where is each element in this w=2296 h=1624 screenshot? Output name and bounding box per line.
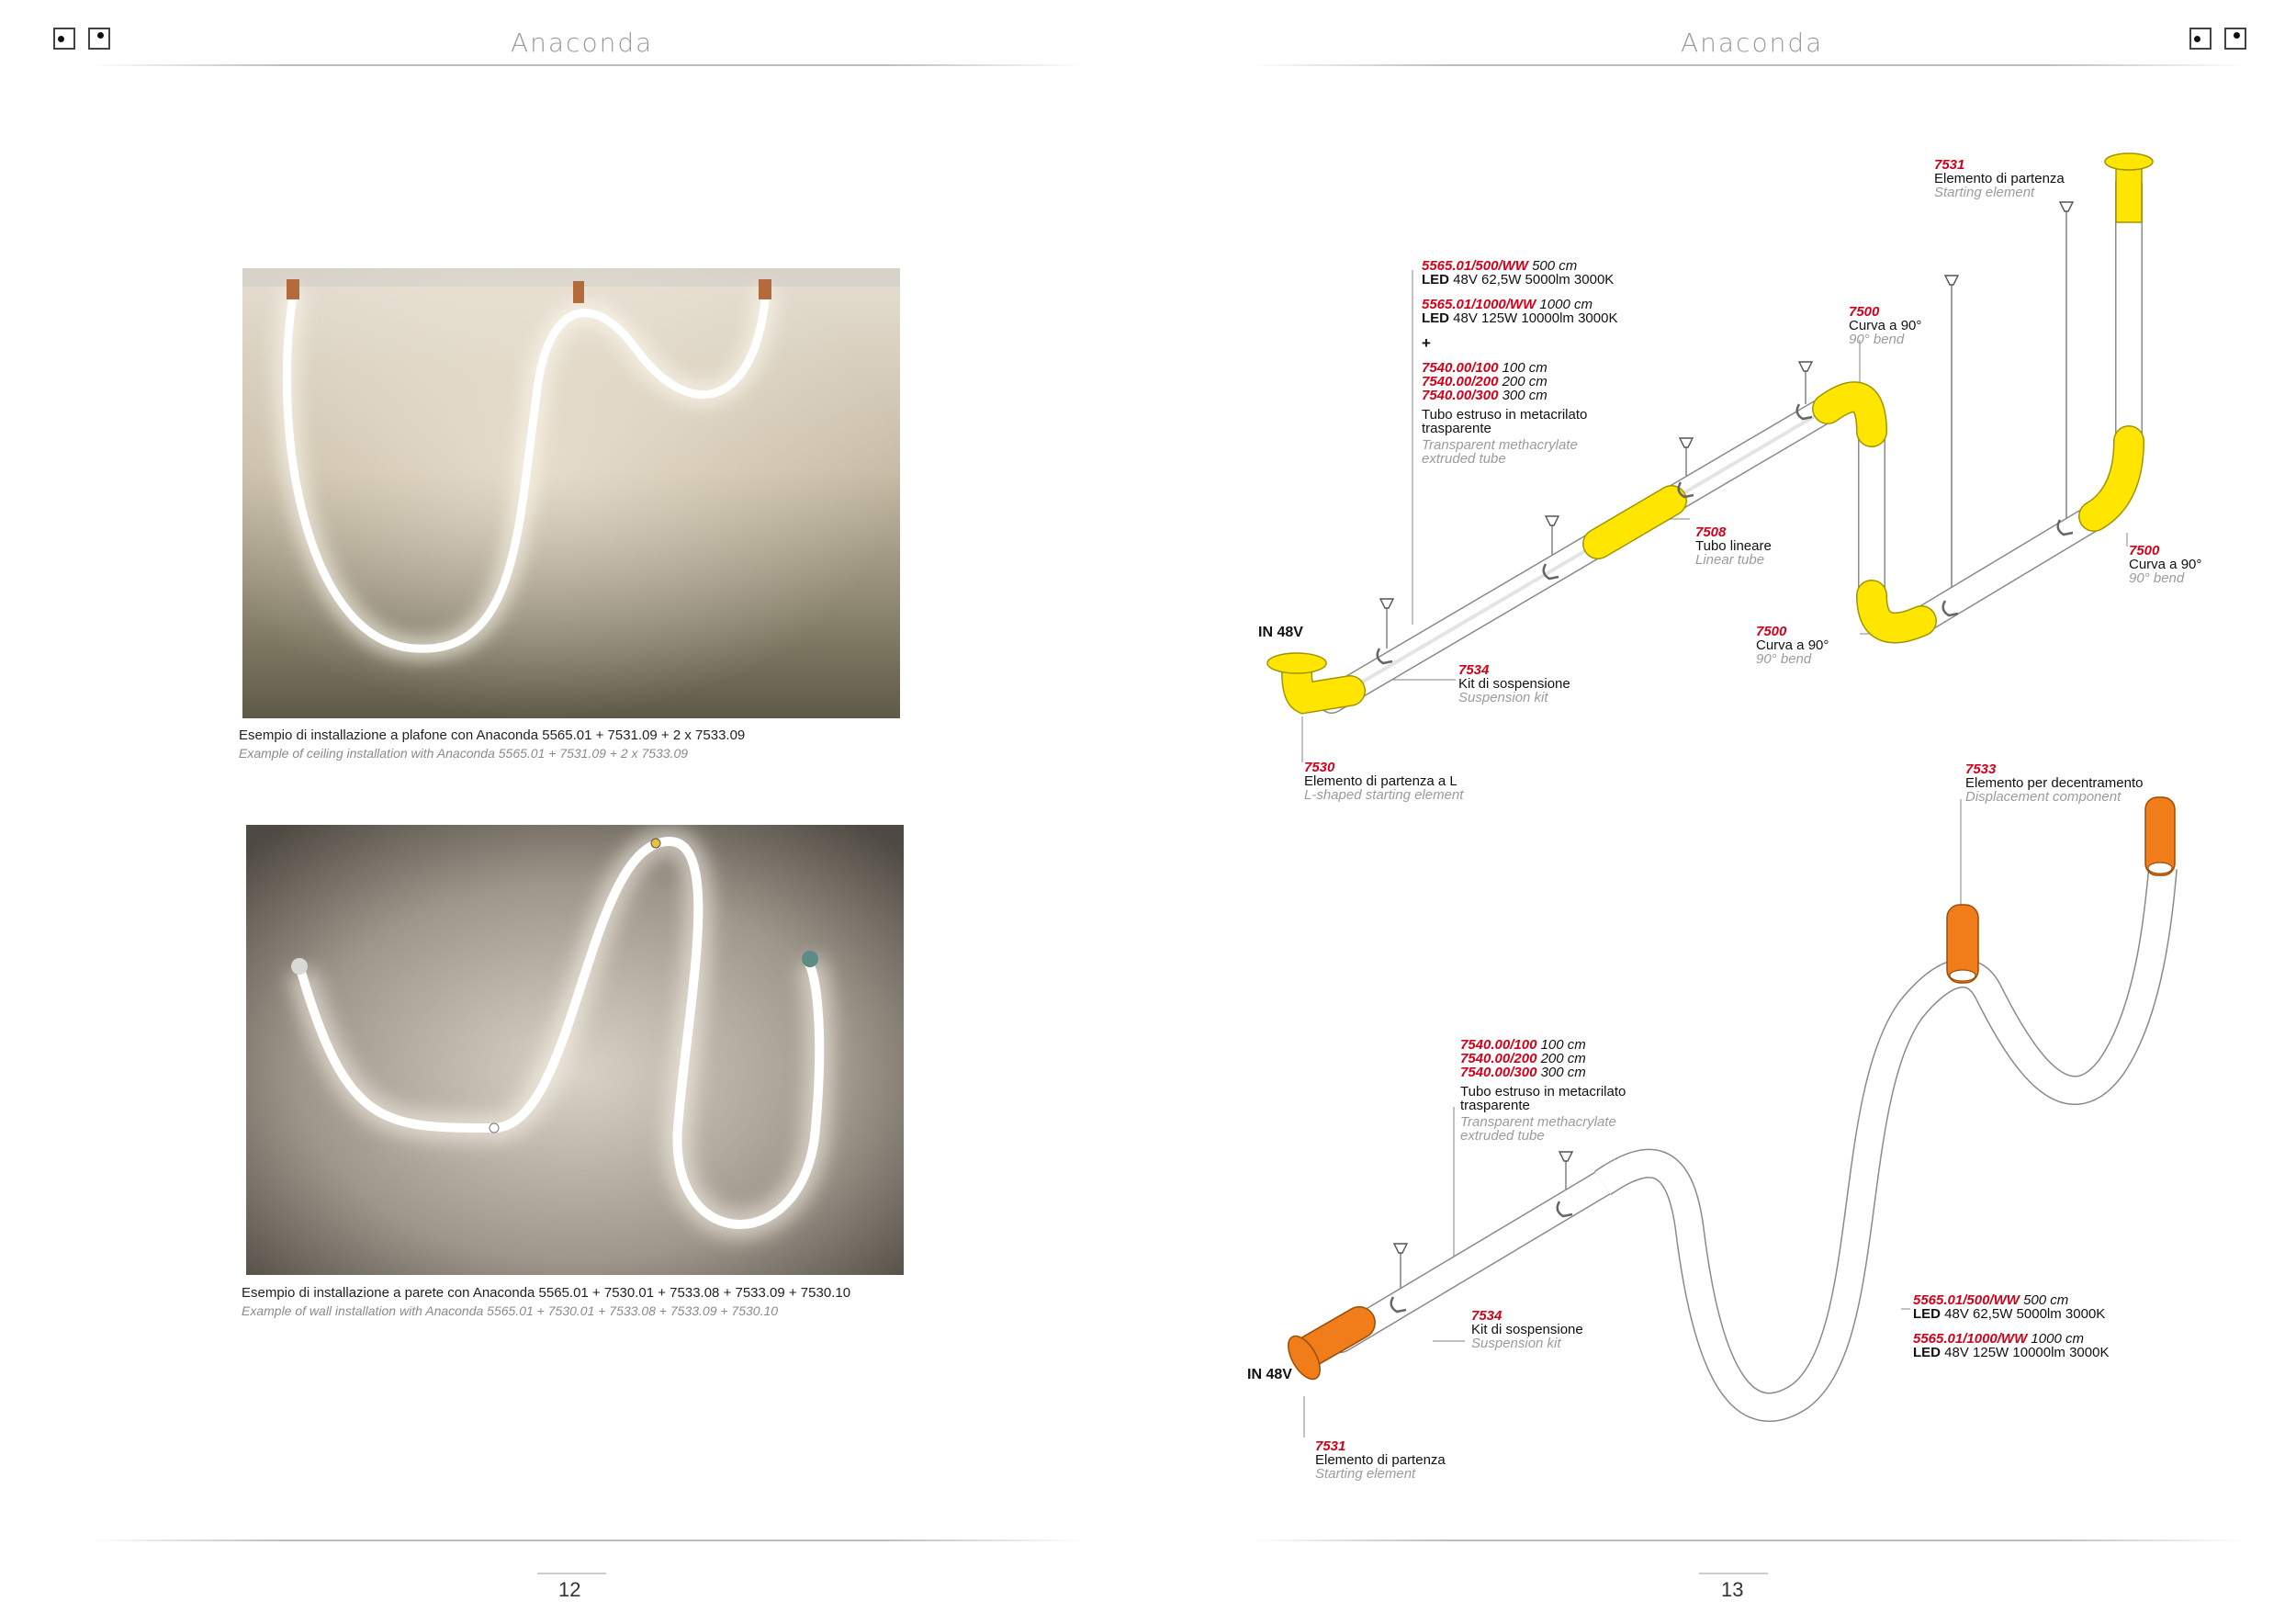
- label-7500-bottom-code: 7500: [1756, 624, 1787, 639]
- bottom-led-len2: 1000 cm: [2031, 1331, 2084, 1347]
- bottom-led-spec2: 48V 125W 10000lm 3000K: [1944, 1345, 2110, 1360]
- photo1-caption: Esempio di installazione a plafone con Anaconda 5565.01 + 7531.09 + 2 x 7533.09: [239, 727, 746, 743]
- label-7531-top: [1934, 158, 2065, 199]
- top-led-spec1: 48V 62,5W 5000lm 3000K: [1453, 272, 1615, 288]
- bottom-in48-label: IN 48V: [1247, 1367, 1292, 1382]
- label-7534-top-it: Kit di sospensione: [1458, 676, 1570, 692]
- top-tube-len1: 100 cm: [1502, 360, 1548, 376]
- page-number-right: 13: [1721, 1578, 1744, 1601]
- label-7500-bottom: [1756, 625, 1829, 666]
- label-7531-bottom-it: Elemento di partenza: [1315, 1452, 1446, 1468]
- label-7533-en: Displacement component: [1965, 789, 2122, 805]
- label-7500-right-en: 90° bend: [2129, 570, 2185, 586]
- bottom-led-block: [1913, 1293, 2189, 1359]
- label-7500-bottom-en: 90° bend: [1756, 651, 1812, 667]
- bottom-led-code1: 5565.01/500/WW: [1913, 1292, 2020, 1308]
- label-7500-top: [1849, 305, 1921, 346]
- label-7530: [1304, 761, 1463, 802]
- bottom-tube-code3: 7540.00/300: [1460, 1065, 1537, 1080]
- bottom-led-spec1: 48V 62,5W 5000lm 3000K: [1944, 1306, 2106, 1322]
- label-7530-code: 7530: [1304, 760, 1335, 775]
- bottom-tube-len2: 200 cm: [1540, 1051, 1586, 1066]
- top-tube-len2: 200 cm: [1502, 374, 1548, 389]
- photo2-caption-en: Example of wall installation with Anaconda 5565.01 + 7530.01 + 7533.08 + 7533.09 + 7530.10: [242, 1303, 779, 1318]
- header-title-right: Anaconda: [1681, 28, 1824, 58]
- top-led-code1: 5565.01/500/WW: [1422, 258, 1528, 274]
- bottom-led-word1: LED: [1913, 1306, 1941, 1322]
- footer-rule-right: [1249, 1539, 2245, 1541]
- top-tube-en1: Transparent methacrylate: [1422, 437, 1578, 453]
- bottom-tube-it2: trasparente: [1460, 1098, 1530, 1113]
- bottom-tube-it1: Tubo estruso in metacrilato: [1460, 1084, 1626, 1100]
- page-number-left: 12: [558, 1578, 581, 1601]
- bottom-tube-len3: 300 cm: [1540, 1065, 1586, 1080]
- label-7531-bottom: [1315, 1439, 1446, 1481]
- top-in48-label: IN 48V: [1258, 625, 1303, 640]
- label-7500-top-it: Curva a 90°: [1849, 318, 1922, 333]
- label-7508: [1695, 525, 1772, 567]
- bottom-tube-code1: 7540.00/100: [1460, 1037, 1537, 1053]
- label-7531-bottom-code: 7531: [1315, 1438, 1346, 1454]
- label-7500-top-code: 7500: [1849, 304, 1880, 320]
- bottom-led-len1: 500 cm: [2023, 1292, 2069, 1308]
- top-led-word1: LED: [1422, 272, 1449, 288]
- label-7534-top: [1458, 663, 1570, 705]
- top-led-len2: 1000 cm: [1539, 297, 1593, 312]
- label-7531-bottom-en: Starting element: [1315, 1466, 1416, 1482]
- top-plus: +: [1422, 334, 1431, 352]
- label-7530-en: L-shaped starting element: [1304, 787, 1464, 803]
- top-tube-it1: Tubo estruso in metacrilato: [1422, 407, 1588, 423]
- label-7531-top-it: Elemento di partenza: [1934, 171, 2065, 186]
- label-7534-top-en: Suspension kit: [1458, 690, 1548, 705]
- bottom-tube-len1: 100 cm: [1540, 1037, 1586, 1053]
- label-7500-right-code: 7500: [2129, 543, 2160, 558]
- label-7500-right: [2129, 544, 2201, 585]
- bottom-tube-en1: Transparent methacrylate: [1460, 1114, 1616, 1130]
- label-7508-code: 7508: [1695, 524, 1727, 540]
- bottom-led-code2: 5565.01/1000/WW: [1913, 1331, 2028, 1347]
- photo1-caption-en: Example of ceiling installation with Anaconda 5565.01 + 7531.09 + 2 x 7533.09: [239, 746, 689, 761]
- top-tube-code1: 7540.00/100: [1422, 360, 1499, 376]
- pageno-bar-right: [1699, 1573, 1768, 1574]
- label-7530-it: Elemento di partenza a L: [1304, 773, 1458, 789]
- top-tube-en2: extruded tube: [1422, 451, 1506, 467]
- label-7531-top-en: Starting element: [1934, 185, 2035, 200]
- bottom-tube-en2: extruded tube: [1460, 1128, 1545, 1144]
- label-7531-top-code: 7531: [1934, 157, 1965, 173]
- top-led-code2: 5565.01/1000/WW: [1422, 297, 1536, 312]
- top-tube-len3: 300 cm: [1502, 388, 1548, 403]
- bottom-tube-code2: 7540.00/200: [1460, 1051, 1537, 1066]
- top-led-len1: 500 cm: [1532, 258, 1578, 274]
- label-7508-en: Linear tube: [1695, 552, 1765, 568]
- photo2-caption: Esempio di installazione a parete con Anaconda 5565.01 + 7530.01 + 7533.08 + 7533.09 + 7530.10: [242, 1285, 851, 1301]
- label-7534-bottom-en: Suspension kit: [1471, 1336, 1561, 1351]
- top-led-spec2: 48V 125W 10000lm 3000K: [1453, 310, 1618, 326]
- bottom-tube-block: [1460, 1038, 1699, 1143]
- label-7534-bottom-code: 7534: [1471, 1308, 1503, 1324]
- header-title-left: Anaconda: [511, 28, 654, 58]
- label-7534-bottom-it: Kit di sospensione: [1471, 1322, 1583, 1337]
- label-7534-top-code: 7534: [1458, 662, 1490, 678]
- bottom-led-word2: LED: [1913, 1345, 1941, 1360]
- label-7533: [1965, 762, 2143, 804]
- top-tube-code3: 7540.00/300: [1422, 388, 1499, 403]
- top-led-word2: LED: [1422, 310, 1449, 326]
- label-7500-right-it: Curva a 90°: [2129, 557, 2202, 572]
- label-7500-bottom-it: Curva a 90°: [1756, 637, 1829, 653]
- top-led-block: [1422, 259, 1716, 466]
- label-7508-it: Tubo lineare: [1695, 538, 1772, 554]
- top-tube-it2: trasparente: [1422, 421, 1491, 436]
- top-tube-code2: 7540.00/200: [1422, 374, 1499, 389]
- label-7534-bottom: [1471, 1309, 1583, 1350]
- label-7533-it: Elemento per decentramento: [1965, 775, 2144, 791]
- label-7533-code: 7533: [1965, 761, 1997, 777]
- label-7500-top-en: 90° bend: [1849, 332, 1905, 347]
